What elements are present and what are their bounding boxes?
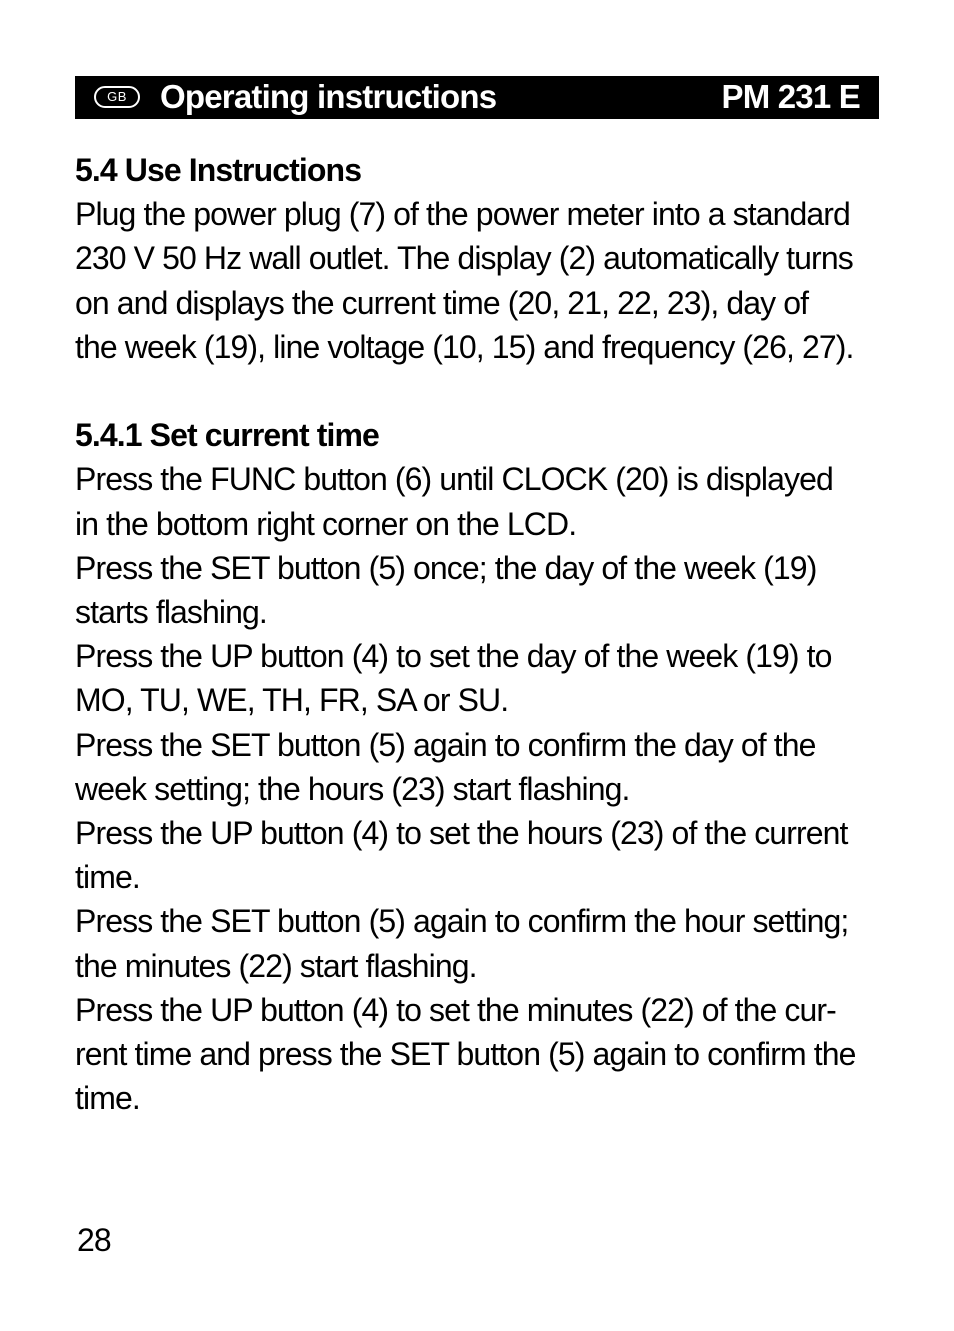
paragraph-line: Press the SET button (5) once; the day of the week (19) (75, 549, 817, 586)
paragraph-line: the week (19), line voltage (10, 15) and frequency (26, 27). (75, 328, 854, 365)
section-heading-5-4: 5.4 Use Instructions (75, 152, 362, 188)
paragraph-line: rent time and press the SET button (5) again to confirm the (75, 1036, 856, 1073)
paragraph-line: time. (75, 1080, 140, 1117)
paragraph-line: Press the SET button (5) again to confirm the hour setting; (75, 903, 849, 940)
paragraph-line: 230 V 50 Hz wall outlet. The display (2) automatically turns (75, 240, 853, 277)
section-body-5-4-1 (75, 457, 885, 1120)
paragraph-line: MO, TU, WE, TH, FR, SA or SU. (75, 682, 509, 719)
header-bar (75, 76, 879, 119)
paragraph-line: week setting; the hours (23) start flashing. (75, 770, 630, 807)
paragraph-line: in the bottom right corner on the LCD. (75, 505, 577, 542)
page-number: 28 (77, 1222, 111, 1258)
paragraph-line: starts flashing. (75, 594, 267, 631)
section-spacer (75, 369, 885, 413)
paragraph-line: Plug the power plug (7) of the power meter into a standard (75, 196, 850, 233)
paragraph-line: on and displays the current time (20, 21, 22, 23), day of (75, 284, 809, 321)
section-heading-5-4-1: 5.4.1 Set current time (75, 417, 379, 454)
paragraph-line: Press the FUNC button (6) until CLOCK (20) is displayed (75, 461, 833, 498)
language-badge: GB (94, 86, 140, 108)
paragraph-line: Press the UP button (4) to set the hours (23) of the current (75, 815, 848, 852)
paragraph-line: time. (75, 859, 140, 896)
paragraph-line: the minutes (22) start flashing. (75, 947, 477, 984)
paragraph-line: Press the SET button (5) again to confirm the day of the (75, 726, 816, 763)
paragraph-line: Press the UP button (4) to set the day of the week (19) to (75, 638, 832, 675)
section-body-5-4 (75, 192, 885, 369)
header-title: Operating instructions (160, 78, 497, 115)
model-number: PM 231 E (721, 78, 860, 115)
paragraph-line: Press the UP button (4) to set the minutes (22) of the cur- (75, 991, 836, 1028)
page-content (75, 148, 885, 1120)
